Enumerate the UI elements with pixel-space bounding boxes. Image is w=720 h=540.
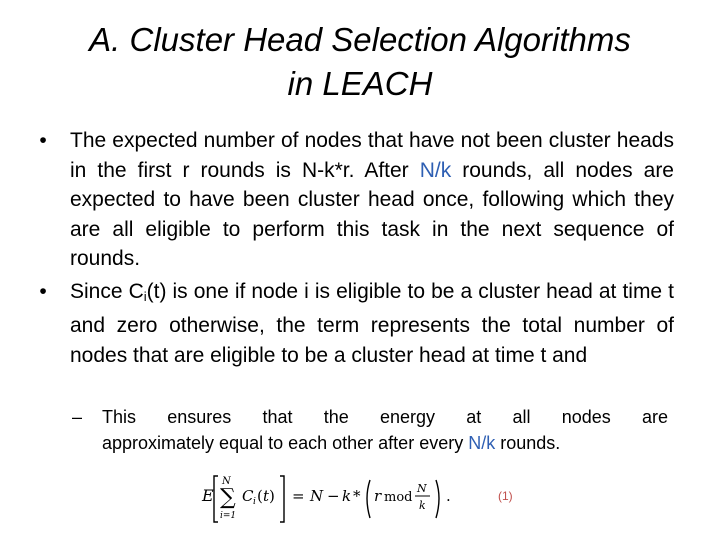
equation-number: (1) (498, 489, 513, 503)
sub-bullet-text-a: approximately equal to each other after every (102, 433, 469, 453)
bullet-2-text-b: (t) is one if node i is eligible to be a cluster head at time t and zero otherwise, the term represents the total number of nodes that are eligible to be a cluster head at time t and (70, 279, 675, 367)
dash-icon: – (72, 407, 83, 427)
title-line-2: in LEACH (287, 65, 433, 102)
sub-bullet-text-b: rounds. (495, 433, 561, 453)
bullet-1-text-a: The expected number of nodes that have not been cluster heads in the first r rounds is N-k*r. After (70, 129, 674, 182)
svg-text:mod: mod (384, 490, 413, 505)
svg-text:=: = (292, 487, 305, 505)
svg-text:): ) (269, 487, 275, 505)
equation-image (200, 468, 530, 526)
svg-text:C: C (242, 487, 254, 505)
sub-bullet-accent: N/k (468, 433, 496, 453)
svg-text:(: ( (257, 487, 263, 505)
bullet-dot-icon: • (39, 129, 47, 152)
sub-bullet-line-1: This ensures that the energy at all nodes are (102, 407, 668, 427)
svg-text:N: N (417, 482, 427, 495)
equation-figure (200, 468, 530, 526)
svg-text:E: E (202, 486, 214, 505)
svg-text:i: i (253, 497, 256, 507)
bullet-item-2 (28, 277, 674, 371)
svg-text:i=1: i=1 (220, 511, 237, 521)
svg-text:N: N (222, 476, 231, 487)
bullet-list (28, 126, 674, 373)
bullet-2-text-a: Since C (70, 279, 144, 303)
svg-text:t: t (263, 487, 270, 505)
bullet-2-subscript: i (143, 288, 147, 304)
bullet-1-accent: N/k (419, 158, 452, 182)
bullet-dot-icon: • (39, 279, 47, 303)
title-line-1: A. Cluster Head Selection Algorithms (89, 21, 631, 58)
svg-text:∑: ∑ (220, 485, 236, 510)
bullet-item-1 (28, 126, 674, 274)
sub-bullet-line-2 (102, 430, 668, 456)
svg-text:k: k (419, 499, 426, 512)
svg-text:*: * (353, 487, 361, 505)
svg-text:−: − (327, 487, 340, 505)
svg-text:.: . (446, 487, 451, 505)
svg-text:r: r (374, 487, 382, 505)
slide-title (20, 18, 700, 106)
bullet-1-text-b: rounds, all nodes are expected to have been cluster head once, following which they are all eligible to perform this task in the next sequence of rounds. (70, 158, 674, 270)
svg-text:N: N (310, 487, 324, 505)
sub-bullet (72, 404, 668, 456)
svg-text:k: k (342, 487, 352, 505)
